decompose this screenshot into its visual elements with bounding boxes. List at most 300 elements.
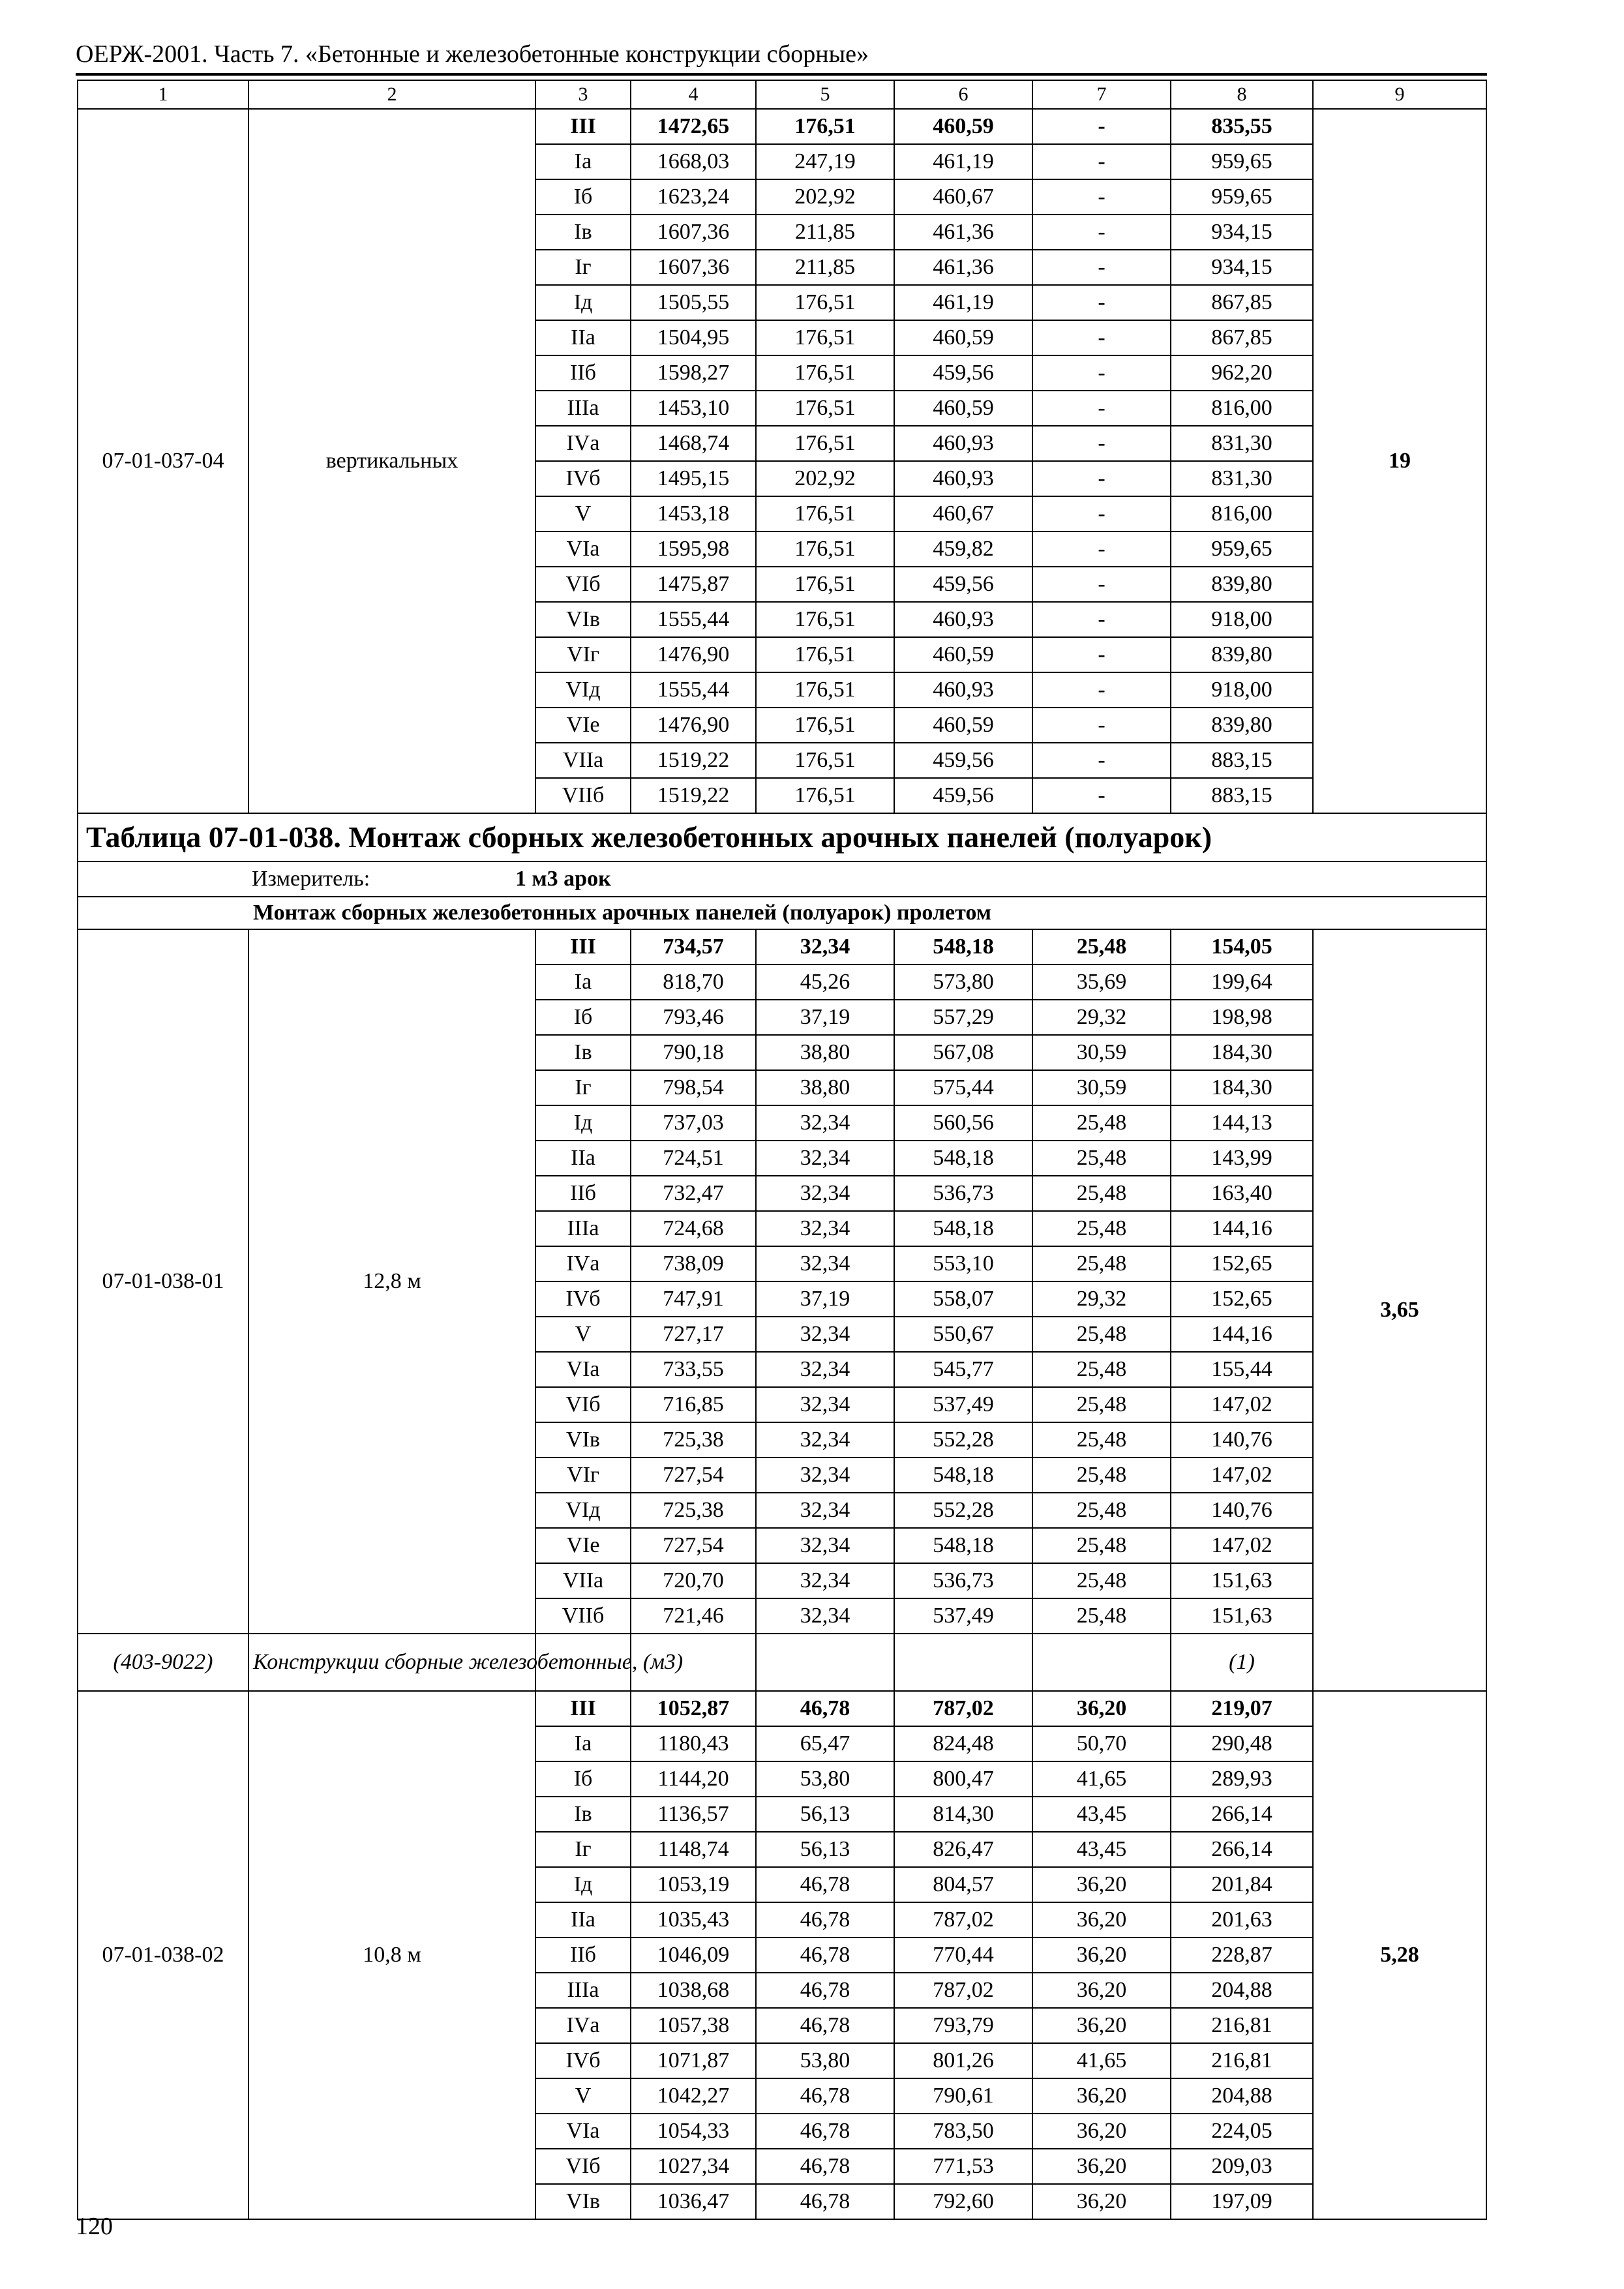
value-cell: 1468,74 <box>631 426 756 461</box>
value-cell: 1057,38 <box>631 2008 756 2043</box>
value-cell: 826,47 <box>894 1832 1032 1867</box>
value-cell: 43,45 <box>1032 1832 1171 1867</box>
value-cell: 25,48 <box>1032 1317 1171 1352</box>
value-cell: 155,44 <box>1171 1352 1313 1387</box>
value-cell: 548,18 <box>894 1211 1032 1246</box>
value-cell: - <box>1032 285 1171 320</box>
value-cell: 228,87 <box>1171 1937 1313 1973</box>
value-cell: 36,20 <box>1032 2078 1171 2114</box>
zone-cell: VIв <box>535 1422 631 1458</box>
value-cell: 25,48 <box>1032 1211 1171 1246</box>
value-cell: 176,51 <box>756 426 894 461</box>
value-cell: 460,59 <box>894 708 1032 743</box>
value-cell: 38,80 <box>756 1070 894 1105</box>
zone-cell: V <box>535 2078 631 2114</box>
value-cell: 147,02 <box>1171 1528 1313 1563</box>
value-cell: 727,54 <box>631 1458 756 1493</box>
value-cell: 289,93 <box>1171 1761 1313 1797</box>
column-number: 3 <box>535 80 631 109</box>
zone-cell: IIа <box>535 320 631 355</box>
value-cell: 550,67 <box>894 1317 1032 1352</box>
value-cell: 176,51 <box>756 355 894 391</box>
value-cell: 824,48 <box>894 1726 1032 1761</box>
value-cell: - <box>1032 426 1171 461</box>
value-cell: 553,10 <box>894 1246 1032 1281</box>
value-cell: 25,48 <box>1032 1352 1171 1387</box>
value-cell: 1148,74 <box>631 1832 756 1867</box>
value-cell: 1054,33 <box>631 2114 756 2149</box>
value-cell: - <box>1032 391 1171 426</box>
value-cell: 460,67 <box>894 179 1032 215</box>
page-number: 120 <box>76 2213 113 2240</box>
value-cell: 46,78 <box>756 2184 894 2219</box>
value-cell: 37,19 <box>756 1000 894 1035</box>
value-cell: 36,20 <box>1032 1973 1171 2008</box>
value-cell: 725,38 <box>631 1493 756 1528</box>
value-cell: 1027,34 <box>631 2149 756 2184</box>
value-cell: 536,73 <box>894 1563 1032 1598</box>
value-cell: 537,49 <box>894 1387 1032 1422</box>
value-cell: 176,51 <box>756 391 894 426</box>
zone-cell: IIа <box>535 1141 631 1176</box>
value-cell: 224,05 <box>1171 2114 1313 2149</box>
value-cell: 176,51 <box>756 109 894 144</box>
value-cell: 38,80 <box>756 1035 894 1070</box>
value-cell: 1046,09 <box>631 1937 756 1973</box>
value-cell: 204,88 <box>1171 1973 1313 2008</box>
value-cell: 36,20 <box>1032 2184 1171 2219</box>
value-cell: 46,78 <box>756 1902 894 1937</box>
zone-cell: Iг <box>535 1832 631 1867</box>
value-cell: 202,92 <box>756 461 894 496</box>
zone-cell: VIе <box>535 708 631 743</box>
zone-cell: Iа <box>535 965 631 1000</box>
value-cell: 1505,55 <box>631 285 756 320</box>
value-cell: 1623,24 <box>631 179 756 215</box>
value-cell: 725,38 <box>631 1422 756 1458</box>
value-cell: 1036,47 <box>631 2184 756 2219</box>
zone-cell: IIIа <box>535 1973 631 2008</box>
zone-cell: IIа <box>535 1902 631 1937</box>
value-cell: 152,65 <box>1171 1246 1313 1281</box>
value-cell: 537,49 <box>894 1598 1032 1634</box>
resource-note-row <box>78 1634 1486 1691</box>
value-cell: 557,29 <box>894 1000 1032 1035</box>
table-row <box>78 1691 1486 1726</box>
value-cell: 1598,27 <box>631 355 756 391</box>
value-cell: 787,02 <box>894 1973 1032 2008</box>
value-cell: 209,03 <box>1171 2149 1313 2184</box>
zone-cell: Iа <box>535 144 631 179</box>
value-cell: 1476,90 <box>631 637 756 672</box>
value-cell: 552,28 <box>894 1493 1032 1528</box>
value-cell: 197,09 <box>1171 2184 1313 2219</box>
value-cell: - <box>1032 672 1171 708</box>
column-number: 1 <box>78 80 248 109</box>
value-cell: 35,69 <box>1032 965 1171 1000</box>
value-cell: - <box>1032 320 1171 355</box>
value-cell: 460,59 <box>894 109 1032 144</box>
value-cell: 835,55 <box>1171 109 1313 144</box>
value-cell: 558,07 <box>894 1281 1032 1317</box>
value-cell: 32,34 <box>756 1387 894 1422</box>
value-cell: 154,05 <box>1171 929 1313 965</box>
value-cell: 792,60 <box>894 2184 1032 2219</box>
value-cell: 867,85 <box>1171 285 1313 320</box>
value-cell: 147,02 <box>1171 1387 1313 1422</box>
unit-label: Измеритель: <box>252 867 370 891</box>
value-cell: 934,15 <box>1171 215 1313 250</box>
value-cell: 201,63 <box>1171 1902 1313 1937</box>
value-cell: 959,65 <box>1171 179 1313 215</box>
value-cell: - <box>1032 637 1171 672</box>
value-cell: 461,36 <box>894 215 1032 250</box>
value-cell: 732,47 <box>631 1176 756 1211</box>
zone-cell: Iб <box>535 1761 631 1797</box>
zone-cell: Iа <box>535 1726 631 1761</box>
column-number: 6 <box>894 80 1032 109</box>
value-cell: 32,34 <box>756 1563 894 1598</box>
resource-code: (403-9022) <box>78 1634 248 1691</box>
zone-cell: IVа <box>535 2008 631 2043</box>
value-cell: 176,51 <box>756 285 894 320</box>
value-cell: 771,53 <box>894 2149 1032 2184</box>
value-cell: 724,51 <box>631 1141 756 1176</box>
value-cell: 32,34 <box>756 929 894 965</box>
value-cell: 32,34 <box>756 1105 894 1141</box>
value-cell: 143,99 <box>1171 1141 1313 1176</box>
value-cell: 1555,44 <box>631 602 756 637</box>
value-cell: 36,20 <box>1032 1867 1171 1902</box>
value-cell: 219,07 <box>1171 1691 1313 1726</box>
value-cell: 787,02 <box>894 1691 1032 1726</box>
value-cell: 460,93 <box>894 672 1032 708</box>
value-cell: 151,63 <box>1171 1598 1313 1634</box>
value-cell: 25,48 <box>1032 1105 1171 1141</box>
value-cell: 147,02 <box>1171 1458 1313 1493</box>
value-cell: 144,16 <box>1171 1211 1313 1246</box>
value-cell: 176,51 <box>756 708 894 743</box>
value-cell: 32,34 <box>756 1458 894 1493</box>
value-cell: 959,65 <box>1171 144 1313 179</box>
zone-cell: III <box>535 109 631 144</box>
value-cell: 804,57 <box>894 1867 1032 1902</box>
value-cell: 839,80 <box>1171 567 1313 602</box>
value-cell: 883,15 <box>1171 743 1313 778</box>
value-cell: 25,48 <box>1032 1422 1171 1458</box>
zone-cell: V <box>535 496 631 531</box>
resource-value: (1) <box>1171 1634 1313 1691</box>
value-cell: 461,36 <box>894 250 1032 285</box>
value-cell: 1595,98 <box>631 531 756 567</box>
value-cell: 30,59 <box>1032 1070 1171 1105</box>
value-cell: 1495,15 <box>631 461 756 496</box>
zone-cell: Iб <box>535 179 631 215</box>
value-cell: 733,55 <box>631 1352 756 1387</box>
unit-row <box>78 861 1486 897</box>
value-cell: 801,26 <box>894 2043 1032 2078</box>
unit-cell <box>78 861 1486 897</box>
value-cell: 460,59 <box>894 637 1032 672</box>
value-cell: 32,34 <box>756 1176 894 1211</box>
value-cell: 144,16 <box>1171 1317 1313 1352</box>
value-cell: - <box>1032 179 1171 215</box>
value-cell: 25,48 <box>1032 1528 1171 1563</box>
value-cell: 32,34 <box>756 1317 894 1352</box>
value-cell: 1519,22 <box>631 778 756 813</box>
value-cell: 25,48 <box>1032 1563 1171 1598</box>
value-cell: - <box>1032 496 1171 531</box>
value-cell: 41,65 <box>1032 2043 1171 2078</box>
section-title-row <box>78 897 1486 929</box>
value-cell: 818,70 <box>631 965 756 1000</box>
value-cell: 53,80 <box>756 1761 894 1797</box>
zone-cell: VIа <box>535 2114 631 2149</box>
value-cell: 140,76 <box>1171 1493 1313 1528</box>
zone-cell: IIб <box>535 1937 631 1973</box>
zone-cell: III <box>535 929 631 965</box>
value-cell: 176,51 <box>756 637 894 672</box>
value-cell: 831,30 <box>1171 461 1313 496</box>
zone-cell: VIд <box>535 672 631 708</box>
zone-cell: Iд <box>535 285 631 320</box>
value-cell: 25,48 <box>1032 1598 1171 1634</box>
value-cell: 184,30 <box>1171 1070 1313 1105</box>
value-cell: 716,85 <box>631 1387 756 1422</box>
value-cell: 1180,43 <box>631 1726 756 1761</box>
value-cell: 790,61 <box>894 2078 1032 2114</box>
value-cell: 816,00 <box>1171 496 1313 531</box>
zone-cell: Iг <box>535 250 631 285</box>
value-cell: 1035,43 <box>631 1902 756 1937</box>
value-cell: 198,98 <box>1171 1000 1313 1035</box>
value-cell: 1144,20 <box>631 1761 756 1797</box>
value-cell: 793,79 <box>894 2008 1032 2043</box>
column-number-row <box>78 80 1486 109</box>
value-cell: 575,44 <box>894 1070 1032 1105</box>
resource-name: Конструкции сборные железобетонные, (м3) <box>248 1634 535 1691</box>
value-cell: 201,84 <box>1171 1867 1313 1902</box>
value-cell: 747,91 <box>631 1281 756 1317</box>
zone-cell: VIг <box>535 637 631 672</box>
column-number: 7 <box>1032 80 1171 109</box>
zone-cell: VIв <box>535 602 631 637</box>
value-cell: 1042,27 <box>631 2078 756 2114</box>
value-cell: 959,65 <box>1171 531 1313 567</box>
zone-cell: VIIа <box>535 1563 631 1598</box>
value-cell: 461,19 <box>894 144 1032 179</box>
value-cell: 798,54 <box>631 1070 756 1105</box>
value-cell: - <box>1032 778 1171 813</box>
zone-cell: IVб <box>535 1281 631 1317</box>
value-cell: 216,81 <box>1171 2008 1313 2043</box>
value-cell: 460,59 <box>894 320 1032 355</box>
value-cell: 783,50 <box>894 2114 1032 2149</box>
column-number: 9 <box>1313 80 1486 109</box>
empty-cell <box>756 1634 894 1691</box>
zone-cell: IIIа <box>535 1211 631 1246</box>
value-cell: 46,78 <box>756 2078 894 2114</box>
rate-name: 12,8 м <box>248 929 535 1634</box>
value-cell: - <box>1032 250 1171 285</box>
empty-cell <box>1032 1634 1171 1691</box>
value-cell: 567,08 <box>894 1035 1032 1070</box>
value-cell: 46,78 <box>756 1937 894 1973</box>
zone-cell: IVб <box>535 461 631 496</box>
value-cell: 934,15 <box>1171 250 1313 285</box>
zone-cell: VIб <box>535 2149 631 2184</box>
rate-code: 07-01-038-01 <box>78 929 248 1634</box>
zone-cell: Iб <box>535 1000 631 1035</box>
section-title: Монтаж сборных железобетонных арочных панелей (полуарок) пролетом <box>78 897 1486 929</box>
value-cell: 545,77 <box>894 1352 1032 1387</box>
value-cell: 65,47 <box>756 1726 894 1761</box>
value-cell: 918,00 <box>1171 672 1313 708</box>
value-cell: 1668,03 <box>631 144 756 179</box>
zone-cell: III <box>535 1691 631 1726</box>
value-cell: 32,34 <box>756 1141 894 1176</box>
zone-cell: VIб <box>535 1387 631 1422</box>
value-cell: 176,51 <box>756 743 894 778</box>
value-cell: 199,64 <box>1171 965 1313 1000</box>
column-number: 4 <box>631 80 756 109</box>
value-cell: 266,14 <box>1171 1832 1313 1867</box>
value-cell: - <box>1032 602 1171 637</box>
zone-cell: Iв <box>535 1797 631 1832</box>
value-cell: 883,15 <box>1171 778 1313 813</box>
value-cell: 46,78 <box>756 1867 894 1902</box>
value-cell: 211,85 <box>756 215 894 250</box>
value-cell: 50,70 <box>1032 1726 1171 1761</box>
column-number: 2 <box>248 80 535 109</box>
value-cell: 46,78 <box>756 1973 894 2008</box>
zone-cell: Iд <box>535 1867 631 1902</box>
value-cell: 25,48 <box>1032 1458 1171 1493</box>
zone-cell: IIб <box>535 1176 631 1211</box>
value-cell: 839,80 <box>1171 708 1313 743</box>
value-cell: 30,59 <box>1032 1035 1171 1070</box>
value-cell: 151,63 <box>1171 1563 1313 1598</box>
value-cell: - <box>1032 461 1171 496</box>
value-cell: 202,92 <box>756 179 894 215</box>
table-row <box>78 929 1486 965</box>
value-cell: 459,56 <box>894 743 1032 778</box>
value-cell: 56,13 <box>756 1797 894 1832</box>
value-cell: 1476,90 <box>631 708 756 743</box>
value-cell: 176,51 <box>756 602 894 637</box>
value-cell: 816,00 <box>1171 391 1313 426</box>
zone-cell: VIIб <box>535 778 631 813</box>
zone-cell: VIв <box>535 2184 631 2219</box>
value-cell: 32,34 <box>756 1528 894 1563</box>
value-cell: 790,18 <box>631 1035 756 1070</box>
value-cell: 32,34 <box>756 1352 894 1387</box>
value-cell: 720,70 <box>631 1563 756 1598</box>
value-cell: 163,40 <box>1171 1176 1313 1211</box>
value-cell: 36,20 <box>1032 2149 1171 2184</box>
rate-name: 10,8 м <box>248 1691 535 2219</box>
value-cell: 176,51 <box>756 531 894 567</box>
value-cell: 32,34 <box>756 1211 894 1246</box>
value-cell: 461,19 <box>894 285 1032 320</box>
value-cell: 140,76 <box>1171 1422 1313 1458</box>
value-cell: 1607,36 <box>631 250 756 285</box>
value-cell: 867,85 <box>1171 320 1313 355</box>
value-cell: 32,34 <box>756 1246 894 1281</box>
value-cell: - <box>1032 708 1171 743</box>
zone-cell: IIIа <box>535 391 631 426</box>
value-cell: 1453,10 <box>631 391 756 426</box>
zone-cell: VIIа <box>535 743 631 778</box>
header-rule <box>76 73 1487 76</box>
value-cell: 32,34 <box>756 1598 894 1634</box>
value-cell: 25,48 <box>1032 1176 1171 1211</box>
value-cell: 25,48 <box>1032 1141 1171 1176</box>
value-cell: 29,32 <box>1032 1000 1171 1035</box>
value-cell: 831,30 <box>1171 426 1313 461</box>
value-cell: 727,54 <box>631 1528 756 1563</box>
table-row <box>78 109 1486 144</box>
value-cell: 36,20 <box>1032 2114 1171 2149</box>
value-cell: 32,34 <box>756 1422 894 1458</box>
value-cell: 770,44 <box>894 1937 1032 1973</box>
rate-name: вертикальных <box>248 109 535 813</box>
value-cell: 25,48 <box>1032 1493 1171 1528</box>
value-cell: 536,73 <box>894 1176 1032 1211</box>
rate-code: 07-01-037-04 <box>78 109 248 813</box>
zone-cell: Iв <box>535 215 631 250</box>
value-cell: 1555,44 <box>631 672 756 708</box>
value-cell: 721,46 <box>631 1598 756 1634</box>
value-cell: 290,48 <box>1171 1726 1313 1761</box>
value-cell: 839,80 <box>1171 637 1313 672</box>
value-cell: 152,65 <box>1171 1281 1313 1317</box>
value-cell: 737,03 <box>631 1105 756 1141</box>
zone-cell: VIг <box>535 1458 631 1493</box>
rate-code: 07-01-038-02 <box>78 1691 248 2219</box>
value-cell: 176,51 <box>756 496 894 531</box>
column-number: 8 <box>1171 80 1313 109</box>
value-cell: - <box>1032 215 1171 250</box>
value-cell: 46,78 <box>756 1691 894 1726</box>
value-cell: 176,51 <box>756 567 894 602</box>
value-cell: 211,85 <box>756 250 894 285</box>
value-cell: 43,45 <box>1032 1797 1171 1832</box>
value-cell: 56,13 <box>756 1832 894 1867</box>
zone-cell: VIIб <box>535 1598 631 1634</box>
zone-cell: VIб <box>535 567 631 602</box>
zone-cell: VIа <box>535 1352 631 1387</box>
value-cell: 548,18 <box>894 929 1032 965</box>
value-cell: 216,81 <box>1171 2043 1313 2078</box>
value-cell: 176,51 <box>756 778 894 813</box>
value-cell: - <box>1032 567 1171 602</box>
value-cell: 1071,87 <box>631 2043 756 2078</box>
value-cell: 573,80 <box>894 965 1032 1000</box>
zone-cell: Iд <box>535 1105 631 1141</box>
value-cell: 1136,57 <box>631 1797 756 1832</box>
value-cell: 738,09 <box>631 1246 756 1281</box>
value-cell: 184,30 <box>1171 1035 1313 1070</box>
value-cell: 25,48 <box>1032 929 1171 965</box>
value-cell: 724,68 <box>631 1211 756 1246</box>
value-cell: 53,80 <box>756 2043 894 2078</box>
value-cell: 25,48 <box>1032 1387 1171 1422</box>
col9-value: 3,65 <box>1313 929 1486 1691</box>
value-cell: 962,20 <box>1171 355 1313 391</box>
value-cell: 176,51 <box>756 320 894 355</box>
value-cell: 1504,95 <box>631 320 756 355</box>
